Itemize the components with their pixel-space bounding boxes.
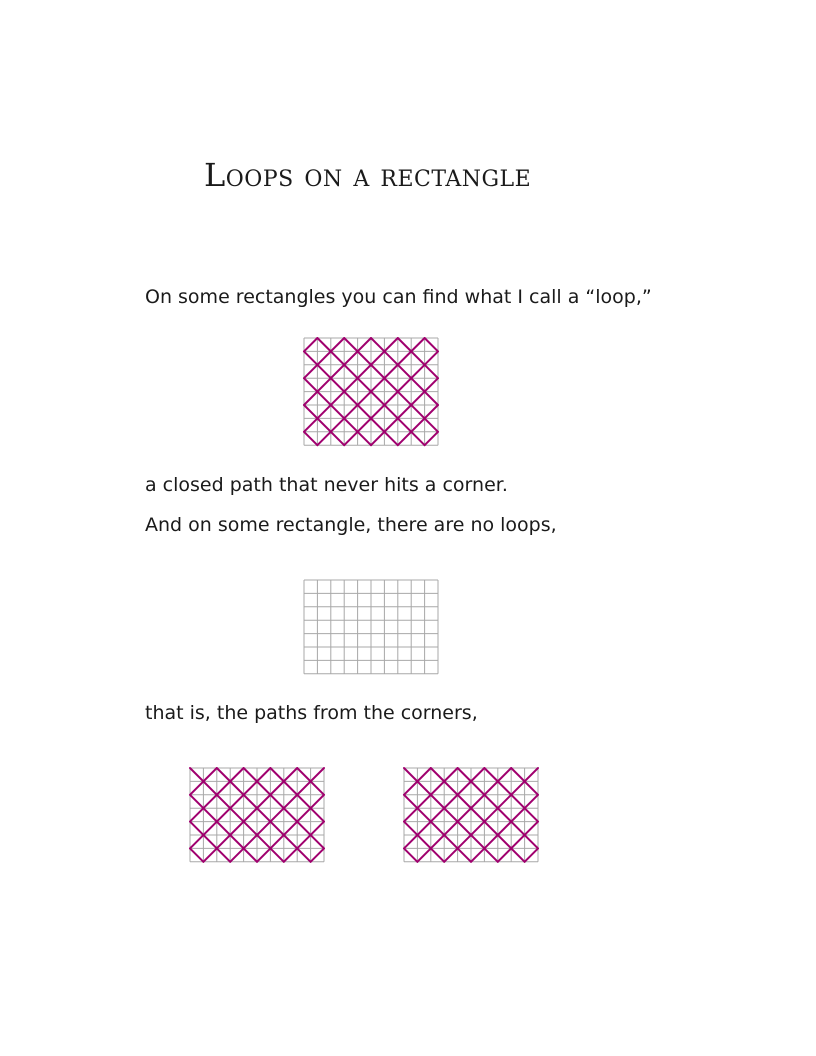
path-segment: [525, 848, 538, 861]
empty-grid-figure: [304, 580, 438, 674]
path-segment: [371, 338, 438, 405]
paragraph-corner-paths: that is, the paths from the corners,: [145, 702, 478, 724]
path-segment: [404, 848, 417, 861]
paragraph-no-loops: And on some rectangle, there are no loops,: [145, 514, 557, 536]
path-segment: [304, 432, 317, 445]
path-segment: [304, 338, 317, 351]
path-segment: [425, 338, 438, 351]
path-segment: [190, 795, 257, 862]
paragraph-closed-path: a closed path that never hits a corner.: [145, 474, 508, 496]
path-segment: [190, 848, 203, 861]
path-segment: [425, 432, 438, 445]
path-segment: [257, 795, 324, 862]
path-segment: [304, 338, 398, 432]
path-segment: [311, 848, 324, 861]
page-title: Loops on a rectangle: [204, 156, 532, 194]
path-segment: [203, 768, 297, 862]
path-segment: [444, 768, 538, 862]
path-segment: [304, 338, 371, 405]
path-segment: [230, 768, 324, 862]
loop-grid-figure: [304, 338, 438, 446]
path-segment: [417, 768, 511, 862]
paragraph-intro: On some rectangles you can find what I call a “loop,”: [145, 286, 652, 308]
grid-lines: [304, 580, 438, 674]
corner-paths-grid-left: [190, 768, 324, 862]
path-segment: [304, 378, 371, 445]
path-segment: [344, 351, 438, 445]
corner-paths-grid-right: [404, 768, 538, 862]
path-segment: [371, 378, 438, 445]
path-segment: [471, 795, 538, 862]
path-segment: [404, 795, 471, 862]
